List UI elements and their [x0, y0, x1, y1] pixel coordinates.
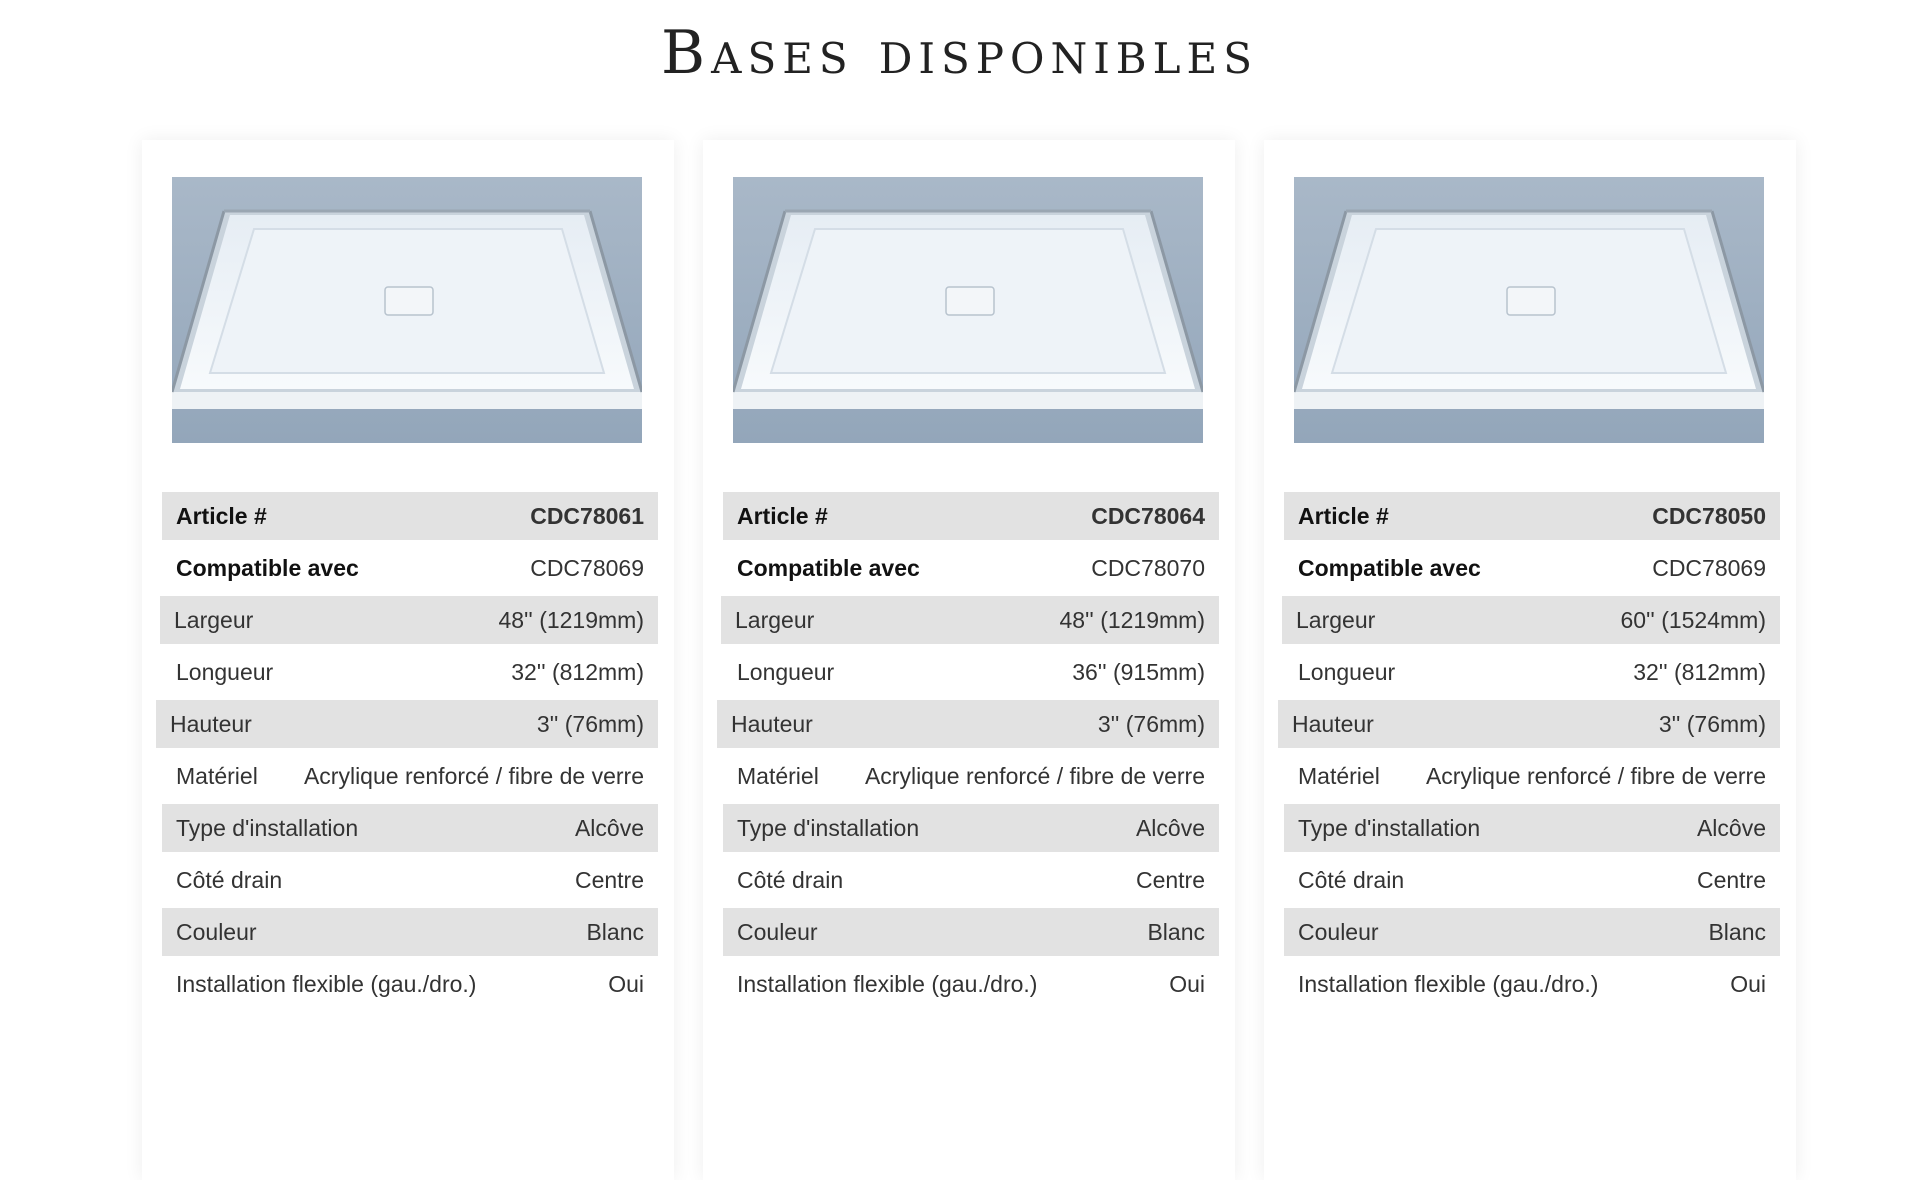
- spec-row-compatible: [1284, 544, 1780, 592]
- spec-value: 32'' (812mm): [511, 658, 644, 685]
- spec-label: Matériel: [176, 762, 258, 789]
- specs-table: [162, 492, 658, 1012]
- spec-label: Installation flexible (gau./dro.): [176, 970, 477, 997]
- shower-base-image: [733, 177, 1203, 443]
- spec-row-drain: [162, 856, 658, 904]
- spec-label: Hauteur: [170, 710, 252, 737]
- spec-row-longueur: [1284, 648, 1780, 696]
- spec-label: Largeur: [735, 606, 815, 633]
- shower-base-image: [1294, 177, 1764, 443]
- spec-row-installation: [1284, 804, 1780, 852]
- spec-row-installation: [723, 804, 1219, 852]
- spec-value: CDC78070: [1091, 554, 1205, 581]
- spec-label: Côté drain: [1298, 866, 1405, 893]
- spec-label: Matériel: [1298, 762, 1380, 789]
- spec-value: Centre: [574, 866, 644, 893]
- spec-row-flexible: [1284, 960, 1780, 1008]
- spec-row-compatible: [162, 544, 658, 592]
- spec-row-couleur: [162, 908, 658, 956]
- spec-label: Article #: [176, 502, 267, 529]
- spec-label: Compatible avec: [737, 554, 920, 581]
- spec-label: Longueur: [176, 658, 274, 685]
- spec-row-materiel: [1284, 752, 1780, 800]
- spec-label: Type d'installation: [176, 814, 359, 841]
- spec-label: Compatible avec: [1298, 554, 1481, 581]
- product-card: [142, 140, 674, 1180]
- shower-base-image: [172, 177, 642, 443]
- spec-value: Blanc: [1147, 918, 1205, 945]
- spec-label: Hauteur: [731, 710, 813, 737]
- spec-label: Compatible avec: [176, 554, 359, 581]
- spec-value: 60'' (1524mm): [1620, 606, 1766, 633]
- page-title: Bases disponibles: [661, 18, 1258, 88]
- spec-row-drain: [723, 856, 1219, 904]
- spec-row-article: [162, 492, 658, 540]
- spec-value: 3'' (76mm): [536, 710, 644, 737]
- spec-value: Alcôve: [1696, 814, 1766, 841]
- spec-value: 3'' (76mm): [1658, 710, 1766, 737]
- product-card: [1264, 140, 1796, 1180]
- spec-row-materiel: [162, 752, 658, 800]
- spec-row-longueur: [162, 648, 658, 696]
- spec-row-drain: [1284, 856, 1780, 904]
- spec-label: Côté drain: [737, 866, 844, 893]
- spec-label: Longueur: [1298, 658, 1396, 685]
- spec-label: Côté drain: [176, 866, 283, 893]
- product-card: [703, 140, 1235, 1180]
- spec-label: Couleur: [737, 918, 818, 945]
- spec-label: Couleur: [1298, 918, 1379, 945]
- spec-row-compatible: [723, 544, 1219, 592]
- spec-row-hauteur: [1278, 700, 1780, 748]
- spec-label: Couleur: [176, 918, 257, 945]
- specs-table: [1284, 492, 1780, 1012]
- specs-table: [723, 492, 1219, 1012]
- spec-value: Oui: [608, 970, 644, 997]
- spec-value: CDC78064: [1091, 502, 1205, 529]
- spec-row-hauteur: [156, 700, 658, 748]
- spec-value: CDC78061: [530, 502, 644, 529]
- spec-row-installation: [162, 804, 658, 852]
- spec-label: Type d'installation: [737, 814, 920, 841]
- spec-value: CDC78050: [1652, 502, 1766, 529]
- spec-label: Installation flexible (gau./dro.): [737, 970, 1038, 997]
- spec-value: 3'' (76mm): [1097, 710, 1205, 737]
- spec-label: Hauteur: [1292, 710, 1374, 737]
- spec-value: Oui: [1169, 970, 1205, 997]
- spec-value: 48'' (1219mm): [1059, 606, 1205, 633]
- spec-label: Type d'installation: [1298, 814, 1481, 841]
- spec-row-largeur: [721, 596, 1219, 644]
- spec-value: 48'' (1219mm): [498, 606, 644, 633]
- spec-value: Acrylique renforcé / fibre de verre: [864, 762, 1205, 789]
- spec-value: Acrylique renforcé / fibre de verre: [303, 762, 644, 789]
- spec-value: CDC78069: [530, 554, 644, 581]
- spec-value: CDC78069: [1652, 554, 1766, 581]
- spec-row-flexible: [162, 960, 658, 1008]
- spec-value: Acrylique renforcé / fibre de verre: [1425, 762, 1766, 789]
- spec-label: Longueur: [737, 658, 835, 685]
- spec-value: Centre: [1135, 866, 1205, 893]
- spec-value: Blanc: [1708, 918, 1766, 945]
- spec-row-article: [1284, 492, 1780, 540]
- spec-label: Largeur: [1296, 606, 1376, 633]
- spec-value: Alcôve: [1135, 814, 1205, 841]
- spec-row-largeur: [1282, 596, 1780, 644]
- spec-row-couleur: [723, 908, 1219, 956]
- spec-value: Alcôve: [574, 814, 644, 841]
- spec-label: Article #: [737, 502, 828, 529]
- spec-value: 36'' (915mm): [1072, 658, 1205, 685]
- spec-row-longueur: [723, 648, 1219, 696]
- spec-row-article: [723, 492, 1219, 540]
- spec-row-flexible: [723, 960, 1219, 1008]
- spec-label: Largeur: [174, 606, 254, 633]
- spec-label: Matériel: [737, 762, 819, 789]
- spec-value: Oui: [1730, 970, 1766, 997]
- spec-row-largeur: [160, 596, 658, 644]
- spec-value: 32'' (812mm): [1633, 658, 1766, 685]
- spec-value: Blanc: [586, 918, 644, 945]
- spec-row-materiel: [723, 752, 1219, 800]
- spec-label: Article #: [1298, 502, 1389, 529]
- spec-row-couleur: [1284, 908, 1780, 956]
- spec-label: Installation flexible (gau./dro.): [1298, 970, 1599, 997]
- spec-row-hauteur: [717, 700, 1219, 748]
- spec-value: Centre: [1696, 866, 1766, 893]
